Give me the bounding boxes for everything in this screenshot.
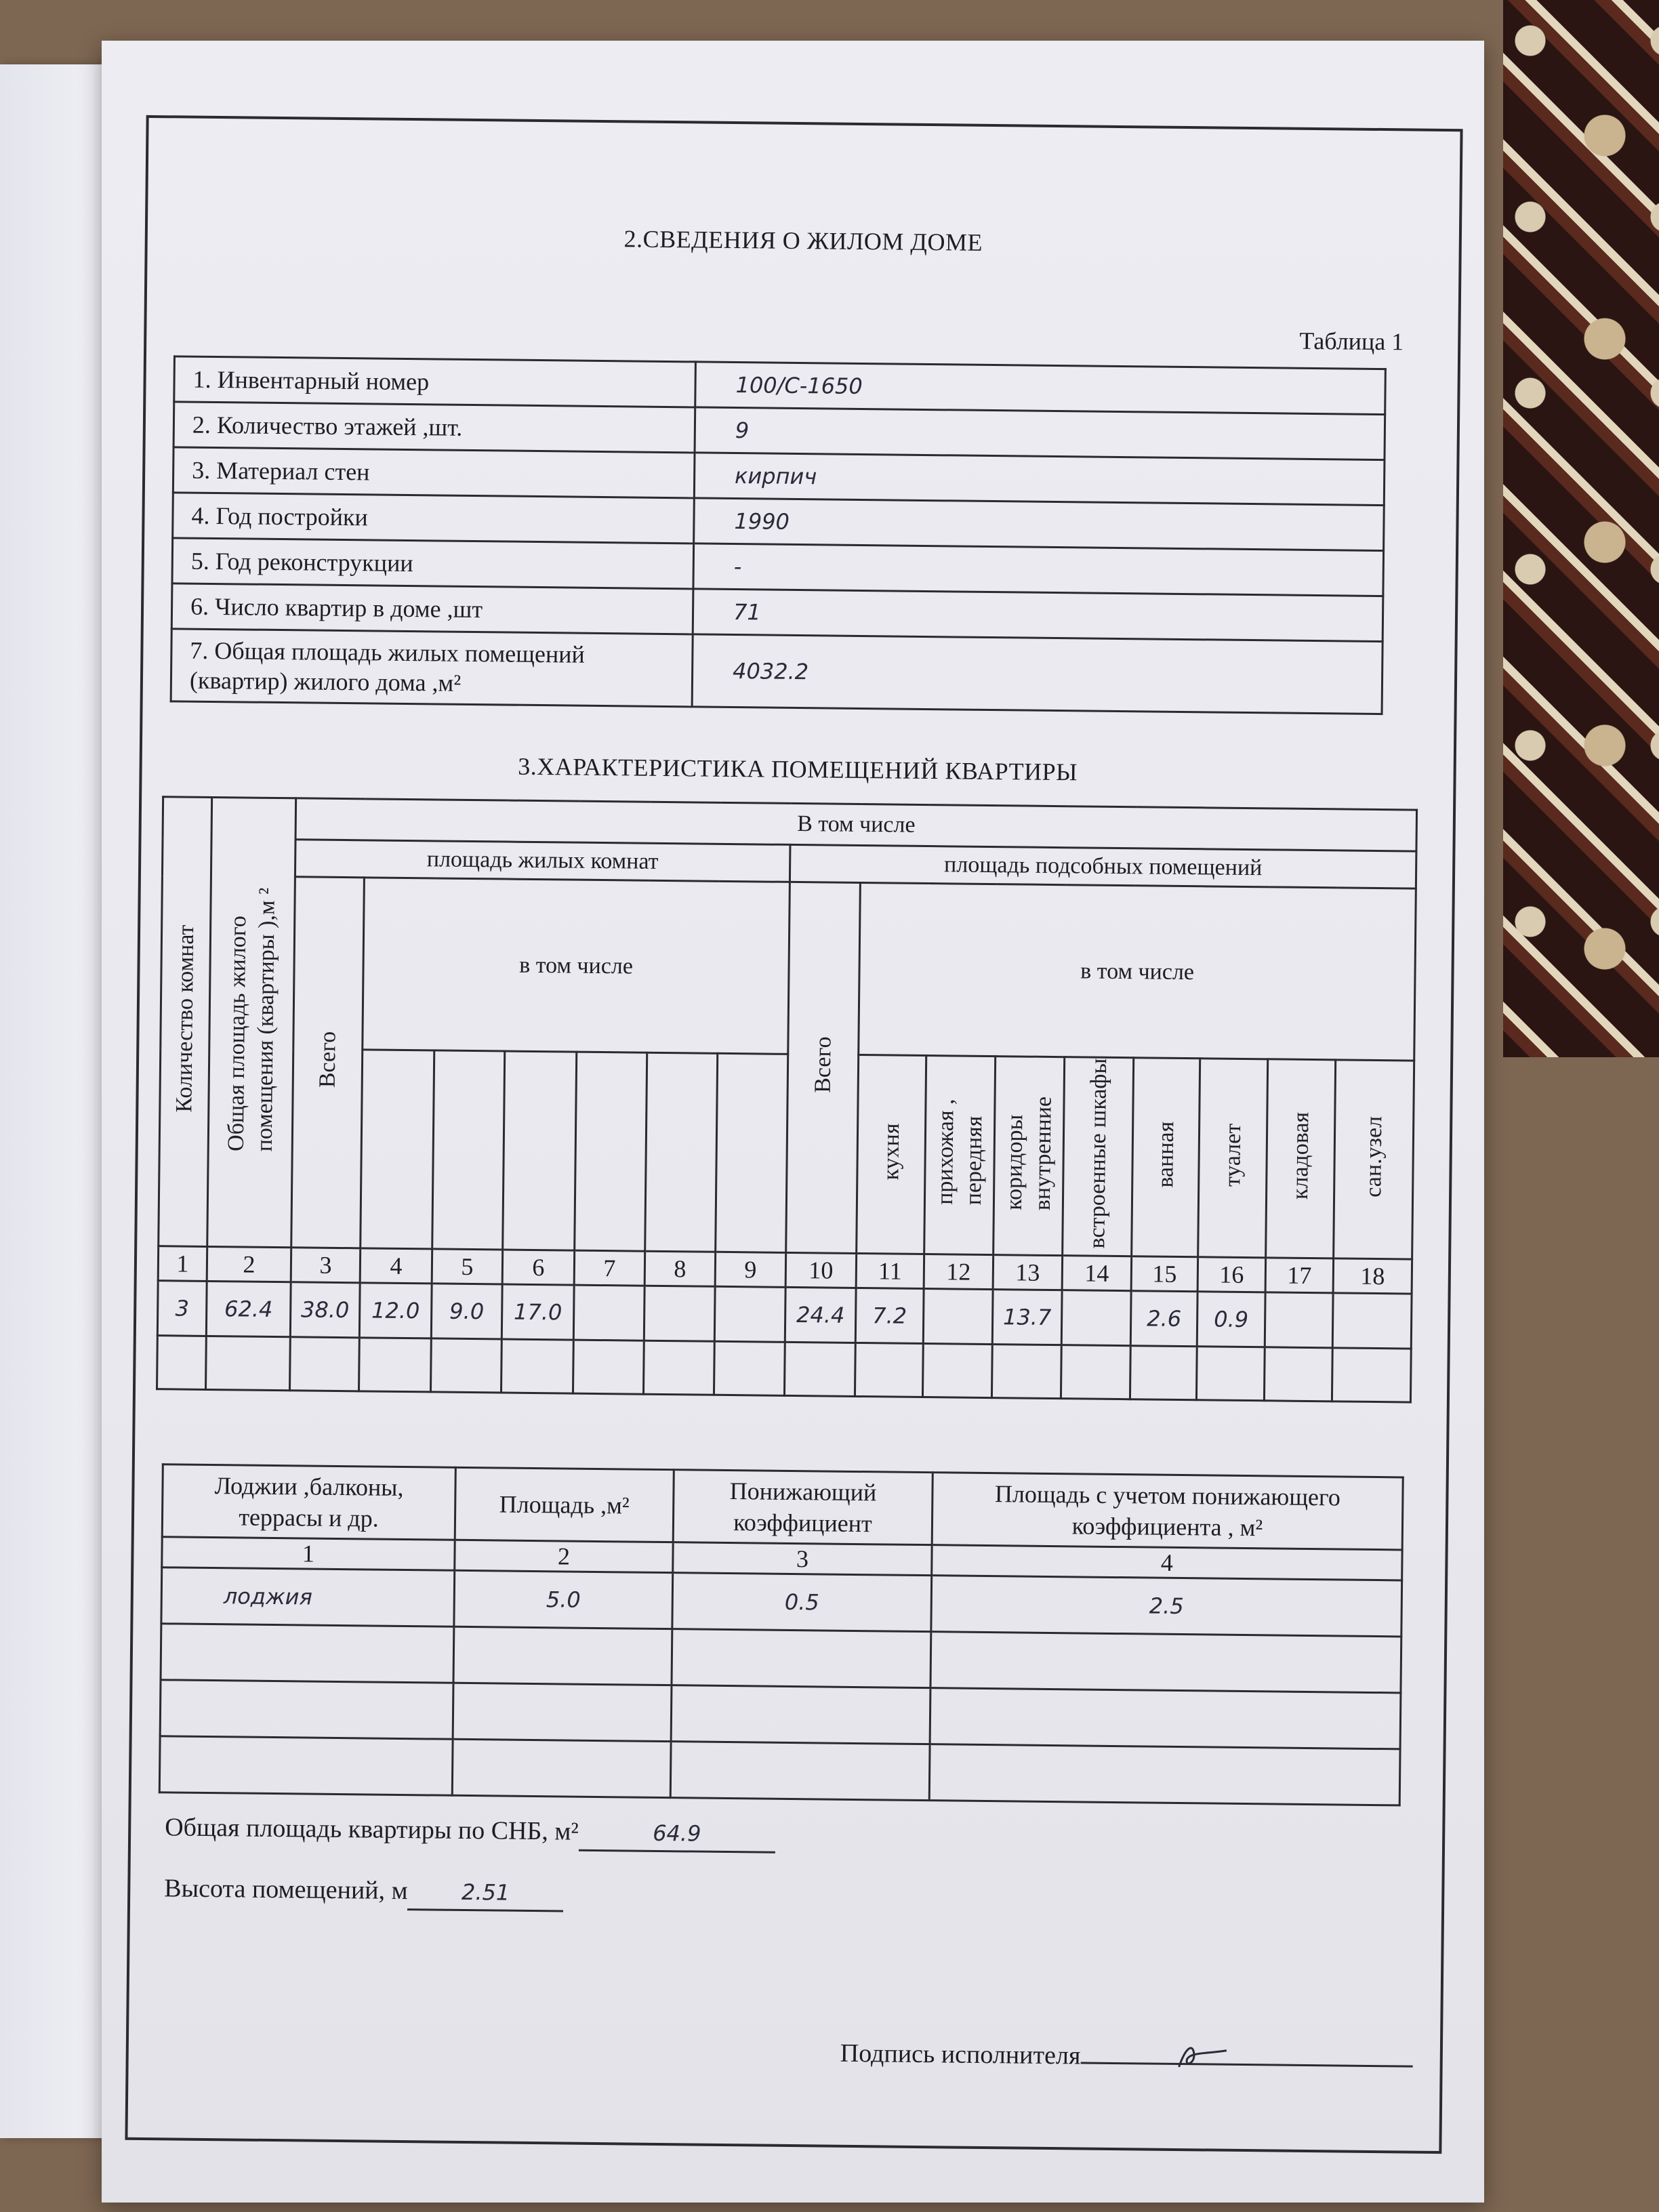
header-closets: встроенные шкафы — [1063, 1057, 1134, 1256]
room-height-value: 2.51 — [407, 1879, 563, 1912]
cell-loggia-name: лоджия — [161, 1568, 455, 1627]
column-number: 11 — [856, 1253, 924, 1288]
cell-wc — [1332, 1293, 1412, 1349]
cell-loggia-coef: 0.5 — [672, 1573, 932, 1632]
header-total-area: Общая площадь жилого помещения (квартиры ),м ² — [207, 797, 296, 1247]
row-label — [171, 629, 693, 707]
header-living-total: Всего — [291, 877, 365, 1248]
room-height-field — [164, 1873, 564, 1912]
row-label: 6. Число квартир в доме ,шт — [171, 583, 693, 634]
header-toilet: туалет — [1198, 1059, 1268, 1258]
cell-corridors: 13.7 — [992, 1290, 1062, 1345]
header-living-area: площадь жилых комнат — [295, 840, 790, 882]
header-aux-including: в том числе — [859, 883, 1416, 1061]
cell-closets — [1061, 1290, 1131, 1346]
page-frame — [125, 115, 1462, 2154]
table-label: Таблица 1 — [1299, 327, 1404, 356]
cell-hall — [923, 1289, 993, 1345]
column-number: 13 — [993, 1255, 1063, 1290]
total-area-field — [165, 1812, 775, 1853]
column-number: 12 — [924, 1254, 994, 1290]
header-loggia-reduced: Площадь с учетом понижающего коэффициента , м² — [932, 1473, 1403, 1550]
column-number: 1 — [158, 1246, 207, 1282]
header-bathroom: ванная — [1132, 1058, 1200, 1257]
header-living-sub-2 — [432, 1050, 505, 1250]
cell-aux-total: 24.4 — [785, 1287, 856, 1343]
header-kitchen: кухня — [857, 1055, 926, 1254]
row-value: 1990 — [694, 498, 1385, 551]
cell-kitchen: 7.2 — [855, 1288, 924, 1343]
header-aux-total: Всего — [786, 882, 861, 1253]
column-number: 2 — [455, 1540, 673, 1572]
row-value: кирпич — [694, 453, 1385, 506]
row-value: - — [693, 544, 1384, 596]
cell-storage — [1265, 1292, 1333, 1348]
section2-title: 2.СВЕДЕНИЯ О ЖИЛОМ ДОМЕ — [623, 225, 983, 256]
signature-mark — [1172, 2040, 1234, 2074]
header-living-sub-3 — [503, 1051, 577, 1250]
column-number: 4 — [932, 1545, 1402, 1580]
column-number: 17 — [1265, 1258, 1334, 1293]
row-label: 4. Год постройки — [173, 493, 695, 544]
row-value: 100/С-1650 — [695, 362, 1386, 415]
cell-bathroom: 2.6 — [1130, 1291, 1197, 1347]
column-number: 3 — [291, 1248, 361, 1283]
header-storage: кладовая — [1266, 1059, 1336, 1258]
column-number: 2 — [207, 1246, 291, 1282]
header-living-sub-6 — [716, 1054, 788, 1253]
table-row — [171, 629, 1382, 714]
row-label-line2: (квартир) жилого дома ,м² — [189, 666, 462, 697]
header-rooms-count: Количество комнат — [159, 797, 212, 1247]
column-number: 3 — [673, 1542, 932, 1576]
row-value: 71 — [693, 589, 1383, 642]
total-area-label: Общая площадь квартиры по СНБ, м² — [165, 1813, 579, 1846]
room-height-label: Высота помещений, м — [164, 1874, 408, 1906]
column-number: 5 — [432, 1249, 503, 1284]
cell-loggia-reduced: 2.5 — [931, 1576, 1402, 1637]
document-page — [102, 41, 1484, 2203]
row-value: 9 — [695, 407, 1385, 460]
header-loggia-coef: Понижающий коэффициент — [673, 1470, 933, 1545]
header-loggia-area: Площадь ,м² — [455, 1467, 674, 1542]
total-area-value: 64.9 — [579, 1820, 775, 1853]
cell-living-room: 12.0 — [359, 1283, 432, 1338]
header-living-sub-4 — [575, 1052, 647, 1251]
header-loggia-name: Лоджии ,балконы, террасы и др. — [162, 1465, 455, 1540]
signature-line — [1080, 2032, 1412, 2068]
apartment-rooms-table — [156, 796, 1418, 1403]
header-living-sub-1 — [361, 1050, 434, 1249]
row-label: 5. Год реконструкции — [172, 538, 694, 589]
header-auxiliary-area: площадь подсобных помещений — [790, 844, 1416, 888]
row-label: 2. Количество этажей ,шт. — [173, 402, 695, 453]
header-living-including: в том числе — [363, 878, 790, 1054]
header-corridors: коридоры внутренние — [994, 1057, 1065, 1256]
cell-living-total: 38.0 — [290, 1282, 360, 1338]
column-number: 7 — [574, 1250, 645, 1286]
column-number: 1 — [162, 1537, 455, 1571]
cell-living-room — [644, 1286, 715, 1341]
cell-rooms-count: 3 — [157, 1281, 207, 1336]
header-living-sub-5 — [645, 1053, 718, 1252]
cell-living-room: 17.0 — [501, 1284, 574, 1340]
row-label: 3. Материал стен — [173, 447, 695, 498]
column-number: 4 — [360, 1248, 432, 1284]
table-row-empty — [159, 1736, 1400, 1805]
cell-toilet: 0.9 — [1197, 1292, 1265, 1347]
signature-field — [840, 2030, 1413, 2074]
cell-total-area: 62.4 — [206, 1281, 291, 1336]
cell-loggia-area: 5.0 — [454, 1570, 673, 1629]
loggia-table — [159, 1463, 1404, 1806]
section3-title: 3.ХАРАКТЕРИСТИКА ПОМЕЩЕНИЙ КВАРТИРЫ — [518, 752, 1078, 786]
background-carpet — [1503, 0, 1659, 1057]
column-number: 9 — [715, 1252, 786, 1287]
column-number: 6 — [502, 1250, 575, 1285]
column-number: 16 — [1197, 1257, 1266, 1292]
column-number: 10 — [785, 1252, 857, 1288]
column-number: 18 — [1333, 1258, 1412, 1294]
column-number: 14 — [1062, 1256, 1132, 1291]
cell-living-room: 9.0 — [431, 1284, 502, 1339]
column-number: 8 — [644, 1251, 716, 1286]
header-hall: прихожая , передняя — [924, 1056, 996, 1255]
signature-label: Подпись исполнителя — [840, 2039, 1081, 2070]
column-number: 15 — [1131, 1256, 1198, 1292]
cell-living-room — [573, 1285, 644, 1340]
row-label-line1: 7. Общая площадь жилых помещений — [190, 636, 585, 668]
header-including: В том числе — [295, 798, 1417, 851]
cell-living-room — [714, 1286, 785, 1342]
row-label: 1. Инвентарный номер — [174, 356, 696, 407]
header-wc: сан.узел — [1334, 1060, 1414, 1259]
house-info-table — [170, 355, 1387, 715]
row-value: 4032.2 — [692, 634, 1382, 714]
